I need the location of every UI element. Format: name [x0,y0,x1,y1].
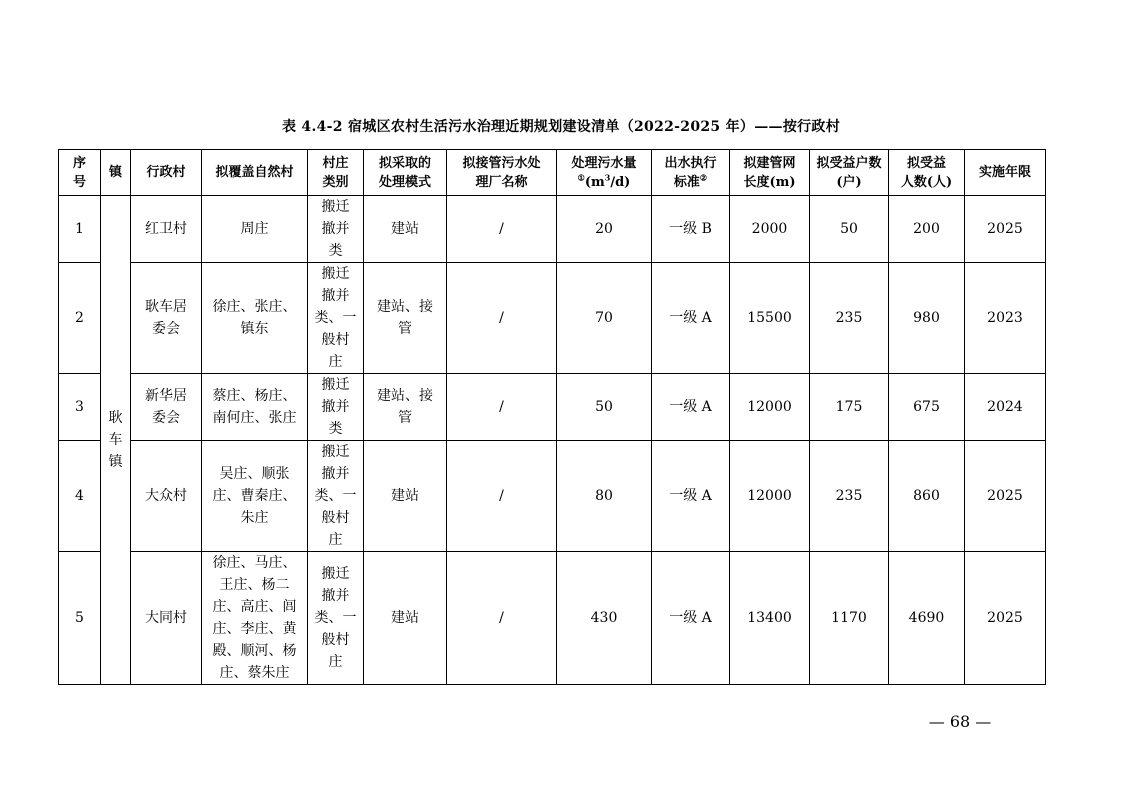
cell-seq: 4 [59,441,101,552]
header-standard: 出水执行 标准② [652,150,730,196]
cell-plant: / [447,441,557,552]
cell-people: 4690 [889,552,965,685]
cell-pipe: 12000 [730,374,810,441]
cell-pipe: 2000 [730,196,810,263]
header-year: 实施年限 [965,150,1046,196]
cell-pipe: 15500 [730,263,810,374]
table-row [59,374,1046,441]
header-seq: 序 号 [59,150,101,196]
cell-people: 980 [889,263,965,374]
cell-village-type: 搬迁 撤并 类、一 般村 庄 [308,441,364,552]
cell-natural-villages: 吴庄、顺张 庄、曹秦庄、 朱庄 [202,441,308,552]
cell-village-type: 搬迁 撤并 类 [308,196,364,263]
cell-mode: 建站 [364,196,447,263]
table-row [59,196,1046,263]
header-mode: 拟采取的 处理模式 [364,150,447,196]
cell-year: 2023 [965,263,1046,374]
cell-year: 2024 [965,374,1046,441]
cell-admin-village: 大众村 [131,441,202,552]
cell-standard: 一级 A [652,263,730,374]
cell-village-type: 搬迁 撤并 类、一 般村 庄 [308,552,364,685]
cell-mode: 建站、接 管 [364,374,447,441]
cell-year: 2025 [965,441,1046,552]
page-number: — 68 — [928,712,992,731]
cell-volume: 430 [557,552,652,685]
cell-seq: 3 [59,374,101,441]
cell-volume: 20 [557,196,652,263]
cell-people: 675 [889,374,965,441]
cell-village-type: 搬迁 撤并 类 [308,374,364,441]
header-people: 拟受益 人数(人) [889,150,965,196]
cell-households: 1170 [810,552,889,685]
cell-admin-village: 红卫村 [131,196,202,263]
cell-year: 2025 [965,196,1046,263]
header-town: 镇 [101,150,131,196]
cell-mode: 建站 [364,552,447,685]
header-volume: 处理污水量 $^①(m^3/d)$ [557,150,652,196]
cell-households: 50 [810,196,889,263]
cell-volume: 80 [557,441,652,552]
cell-year: 2025 [965,552,1046,685]
cell-volume: 70 [557,263,652,374]
cell-households: 175 [810,374,889,441]
cell-plant: / [447,196,557,263]
cell-mode: 建站 [364,441,447,552]
cell-households: 235 [810,441,889,552]
cell-pipe: 13400 [730,552,810,685]
header-village-type: 村庄 类别 [308,150,364,196]
cell-natural-villages: 蔡庄、杨庄、 南何庄、张庄 [202,374,308,441]
header-admin-village: 行政村 [131,150,202,196]
header-pipe: 拟建管网 长度(m) [730,150,810,196]
cell-standard: 一级 A [652,441,730,552]
cell-admin-village: 新华居 委会 [131,374,202,441]
cell-households: 235 [810,263,889,374]
header-plant: 拟接管污水处 理厂名称 [447,150,557,196]
cell-plant: / [447,263,557,374]
cell-admin-village: 大同村 [131,552,202,685]
cell-natural-villages: 徐庄、张庄、 镇东 [202,263,308,374]
cell-standard: 一级 A [652,552,730,685]
cell-admin-village: 耿车居 委会 [131,263,202,374]
cell-standard: 一级 A [652,374,730,441]
cell-town: 耿 车 镇 [101,196,131,685]
cell-natural-villages: 徐庄、马庄、 王庄、杨二 庄、高庄、闾 庄、李庄、黄 殿、顺河、杨 庄、蔡朱庄 [202,552,308,685]
cell-mode: 建站、接 管 [364,263,447,374]
cell-village-type: 搬迁 撤并 类、一 般村 庄 [308,263,364,374]
cell-pipe: 12000 [730,441,810,552]
cell-seq: 5 [59,552,101,685]
table-row [59,263,1046,374]
header-natural-villages: 拟覆盖自然村 [202,150,308,196]
plan-table [58,149,1046,685]
cell-people: 200 [889,196,965,263]
cell-plant: / [447,552,557,685]
cell-seq: 1 [59,196,101,263]
cell-seq: 2 [59,263,101,374]
table-row [59,552,1046,685]
cell-people: 860 [889,441,965,552]
table-row [59,441,1046,552]
cell-volume: 50 [557,374,652,441]
cell-standard: 一级 B [652,196,730,263]
cell-plant: / [447,374,557,441]
header-row [59,150,1046,196]
cell-natural-villages: 周庄 [202,196,308,263]
table-title: 表 4.4-2 宿城区农村生活污水治理近期规划建设清单（2022-2025 年）——按行政村 [281,119,841,135]
header-households: 拟受益户数 (户) [810,150,889,196]
